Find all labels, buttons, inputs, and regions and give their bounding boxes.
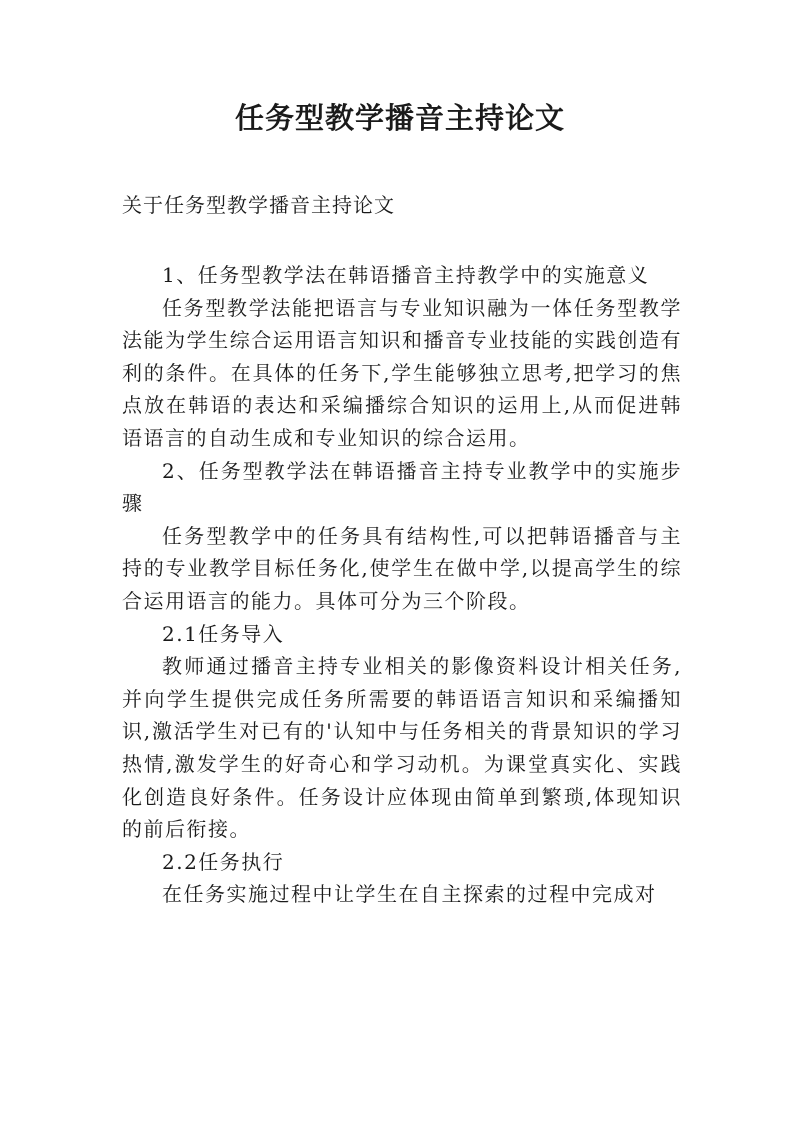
subsection-heading-2-1: 2.1任务导入 — [162, 621, 285, 646]
document-title: 任务型教学播音主持论文 — [234, 101, 565, 135]
body-paragraph: 教师通过播音主持专业相关的影像资料设计相关任务,并向学生提供完成任务所需要的韩语语言知识和采编播知识,激活学生对已有的'认知中与任务相关的背景知识的学习热情,激发学生的好奇心和学习动机。为课堂真实化、实践化创造良好条件。任务设计应体现由简单到繁琐,体现知识的前后衔接。 — [122, 654, 682, 842]
section-heading-1: 1、任务型教学法在韩语播音主持教学中的实施意义 — [162, 263, 650, 287]
body-paragraph: 任务型教学法能把语言与专业知识融为一体任务型教学法能为学生综合运用语言知识和播音专业技能的实践创造有利的条件。在具体的任务下,学生能够独立思考,把学习的焦点放在韩语的表达和采编播综合知识的运用上,从而促进韩语语言的自动生成和专业知识的综合运用。 — [122, 295, 682, 450]
document-subtitle: 关于任务型教学播音主持论文 — [122, 193, 395, 217]
body-paragraph: 在任务实施过程中让学生在自主探索的过程中完成对 — [162, 882, 657, 907]
document-body — [122, 259, 682, 911]
section-heading-2: 2、任务型教学法在韩语播音主持专业教学中的实施步骤 — [122, 458, 682, 516]
subsection-heading-2-2: 2.2任务执行 — [162, 849, 285, 874]
body-paragraph: 任务型教学中的任务具有结构性,可以把韩语播音与主持的专业教学目标任务化,使学生在做中学,以提高学生的综合运用语言的能力。具体可分为三个阶段。 — [122, 523, 682, 613]
